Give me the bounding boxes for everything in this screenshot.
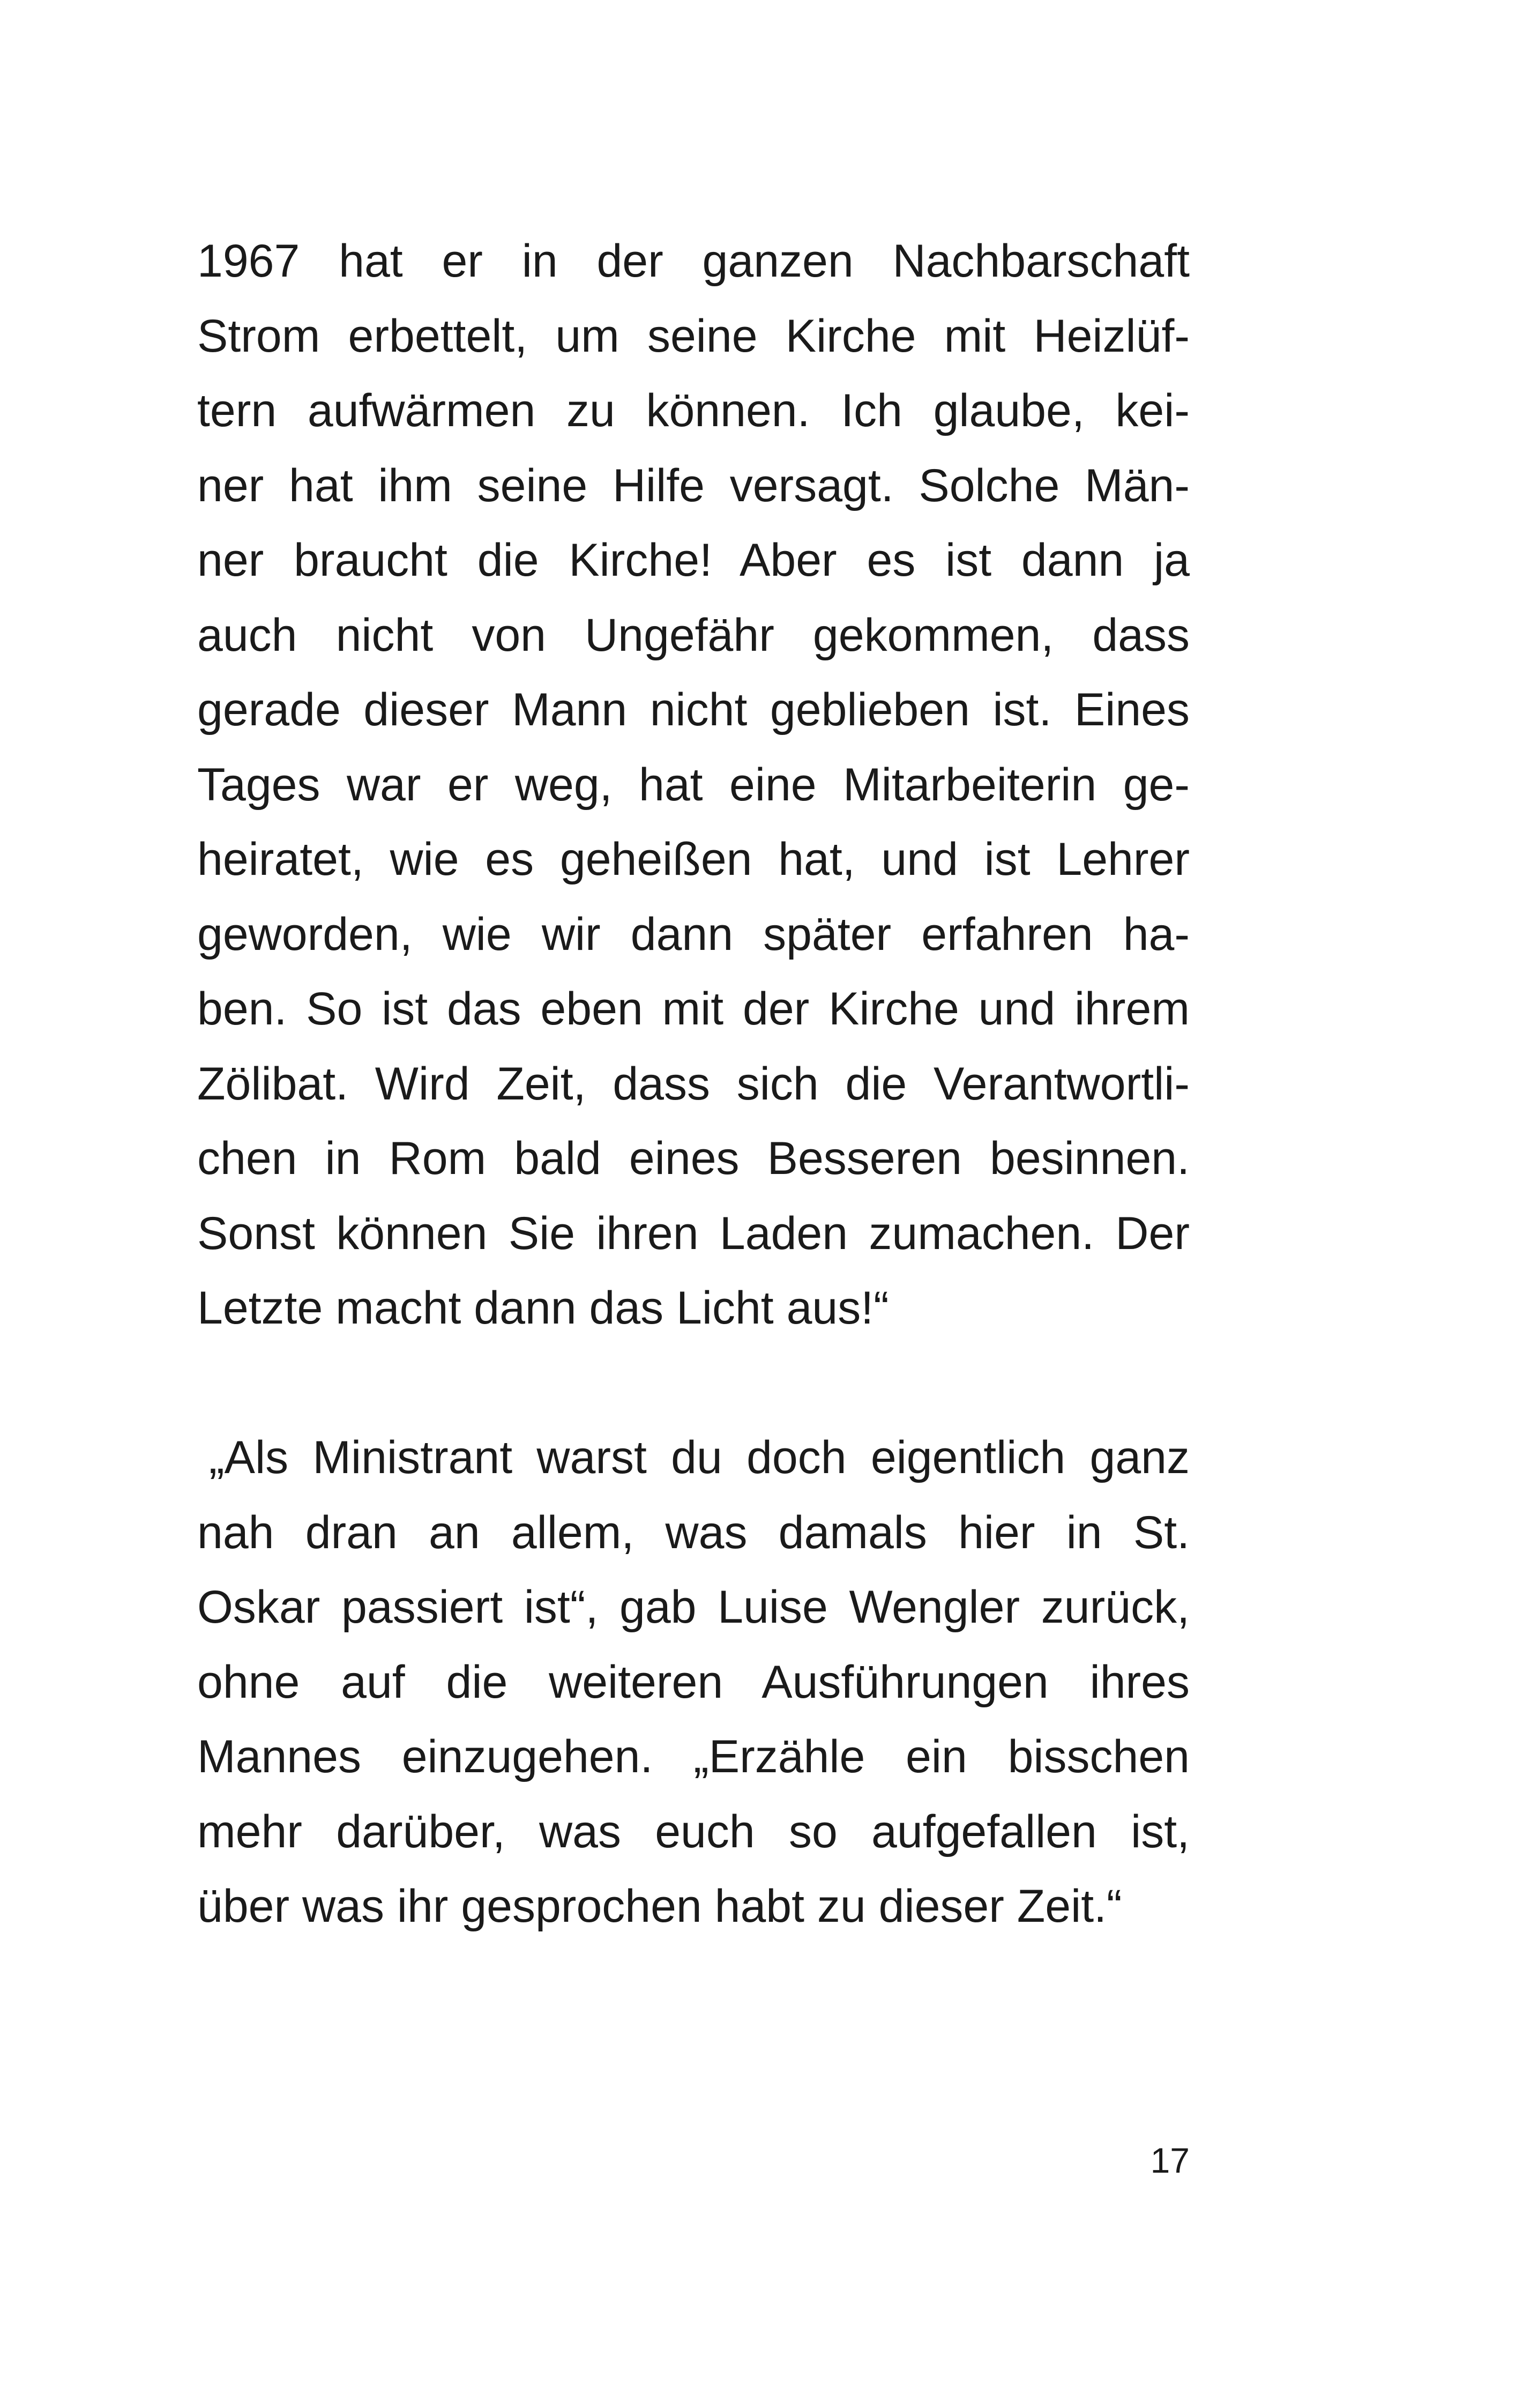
page-number: 17 [1150, 2141, 1190, 2180]
text-line: Oskar passiert ist“, gab Luise Wengler zurück, [197, 1581, 1190, 1633]
text-line: ner braucht die Kirche! Aber es ist dann ja [197, 534, 1190, 586]
text-line: gerade dieser Mann nicht geblieben ist. Eines [197, 684, 1190, 735]
text-line: Tages war er weg, hat eine Mitarbeiterin ge- [197, 759, 1190, 811]
text-line: Strom erbettelt, um seine Kirche mit Heizlüf- [197, 310, 1190, 362]
text-line: nah dran an allem, was damals hier in St. [197, 1506, 1190, 1558]
text-line: geworden, wie wir dann später erfahren ha- [197, 908, 1190, 960]
text-line: ohne auf die weiteren Ausführungen ihres [197, 1656, 1190, 1708]
text-line: über was ihr gesprochen habt zu dieser Zeit.“ [197, 1881, 1122, 1932]
text-line: ner hat ihm seine Hilfe versagt. Solche Män- [197, 459, 1190, 511]
text-line: „Als Ministrant warst du doch eigentlich ganz [209, 1432, 1190, 1483]
text-line: ben. So ist das eben mit der Kirche und ihrem [197, 983, 1190, 1035]
paragraph-2 [197, 1421, 1190, 1944]
paragraph-1 [197, 224, 1190, 1346]
text-line: chen in Rom bald eines Besseren besinnen. [197, 1133, 1190, 1184]
text-line: Mannes einzugehen. „Erzähle ein bisschen [197, 1731, 1190, 1782]
text-line: Sonst können Sie ihren Laden zumachen. Der [197, 1207, 1190, 1259]
text-line: 1967 hat er in der ganzen Nachbarschaft [197, 235, 1190, 287]
text-line: tern aufwärmen zu können. Ich glaube, kei- [197, 385, 1190, 436]
text-line: mehr darüber, was euch so aufgefallen ist, [197, 1805, 1190, 1857]
text-line: Letzte macht dann das Licht aus!“ [197, 1282, 889, 1334]
text-line: auch nicht von Ungefähr gekommen, dass [197, 609, 1190, 661]
text-line: Zölibat. Wird Zeit, dass sich die Verantwortli- [197, 1058, 1190, 1110]
text-line: heiratet, wie es geheißen hat, und ist Lehrer [197, 834, 1190, 885]
